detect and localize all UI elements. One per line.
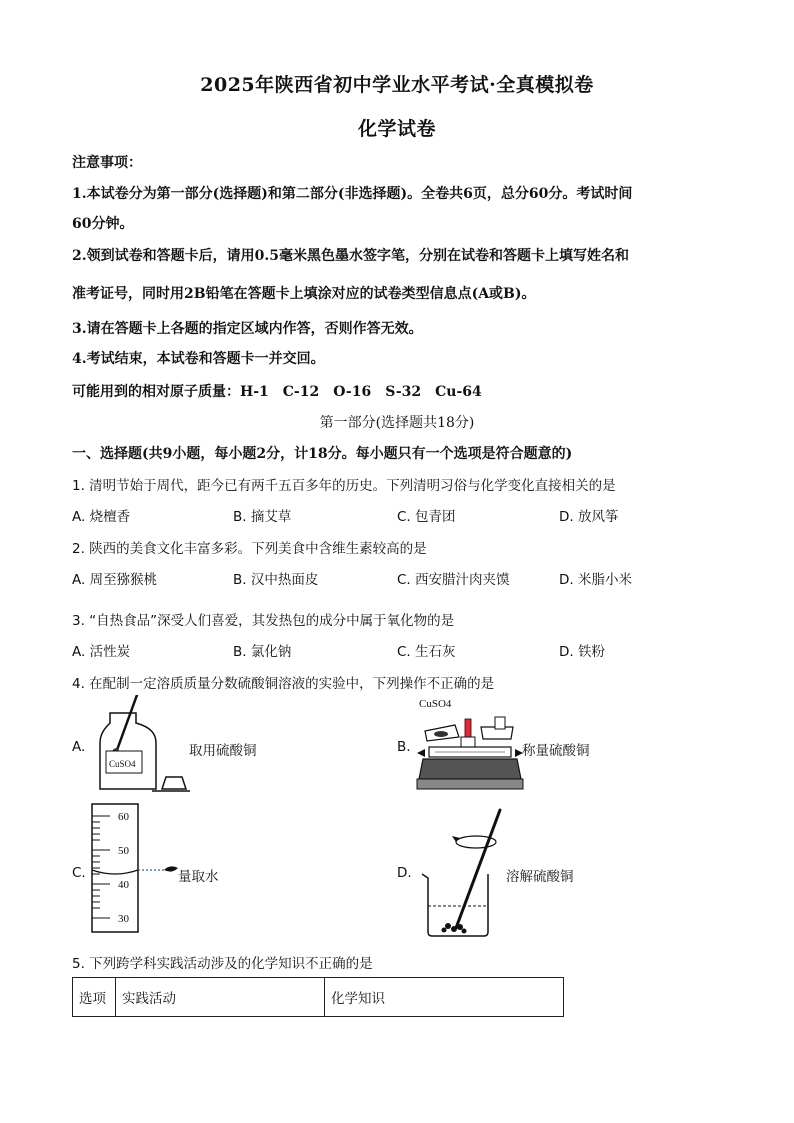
- q5-table: [72, 977, 564, 1017]
- q2-option-d: D. 米脂小米: [559, 572, 632, 588]
- q4-option-d-letter: D.: [397, 865, 412, 881]
- table-row: [73, 978, 564, 1017]
- q1-option-b: B. 摘艾草: [233, 509, 292, 525]
- beaker-stirring-figure: [418, 808, 508, 938]
- part1-heading: 第一部分(选择题共18分): [319, 415, 475, 431]
- exam-subtitle: 化学试卷: [357, 118, 436, 140]
- exam-title: 2025年陕西省初中学业水平考试·全真模拟卷: [200, 74, 594, 96]
- question-1-stem: 1. 清明节始于周代，距今已有两千五百多年的历史。下列清明习俗与化学变化直接相关的是: [72, 478, 616, 494]
- q2-option-c: C. 西安腊汁肉夹馍: [397, 572, 510, 588]
- q3-option-c: C. 生石灰: [397, 644, 456, 660]
- balance-label: CuSO4: [419, 698, 452, 710]
- reagent-bottle-figure: [90, 695, 190, 795]
- q4-option-c-letter: C.: [72, 865, 86, 881]
- question-4-stem: 4. 在配制一定溶质质量分数硫酸铜溶液的实验中，下列操作不正确的是: [72, 676, 495, 692]
- tick-60: 60: [118, 811, 129, 823]
- atomic-mass-line: 可能用到的相对原子质量：H-1 C-12 O-16 S-32 Cu-64: [72, 384, 482, 400]
- notes-heading: 注意事项：: [72, 155, 142, 171]
- header-cell-knowledge: 化学知识: [325, 978, 564, 1017]
- section-heading: 一、选择题(共9小题，每小题2分，计18分。每小题只有一个选项是符合题意的): [72, 446, 573, 462]
- note-1-line-2: 60分钟。: [72, 216, 134, 232]
- question-5-stem: 5. 下列跨学科实践活动涉及的化学知识不正确的是: [72, 956, 373, 972]
- q4-option-d-label: 溶解硫酸铜: [506, 869, 574, 885]
- question-3-stem: 3. “自热食品”深受人们喜爱，其发热包的成分中属于氧化物的是: [72, 613, 455, 629]
- note-3: 3.请在答题卡上各题的指定区域内作答，否则作答无效。: [72, 321, 423, 337]
- note-4: 4.考试结束，本试卷和答题卡一并交回。: [72, 351, 325, 367]
- q4-option-c-label: 量取水: [178, 869, 219, 885]
- tick-30: 30: [118, 913, 129, 925]
- tick-40: 40: [118, 879, 129, 891]
- balance-figure: [415, 693, 525, 795]
- q4-option-a-letter: A.: [72, 739, 86, 755]
- q2-option-b: B. 汉中热面皮: [233, 572, 319, 588]
- tick-50: 50: [118, 845, 129, 857]
- q1-option-c: C. 包青团: [397, 509, 456, 525]
- q1-option-d: D. 放风筝: [559, 509, 619, 525]
- q3-option-a: A. 活性炭: [72, 644, 131, 660]
- header-cell-option: 选项: [73, 978, 116, 1017]
- q3-option-b: B. 氯化钠: [233, 644, 292, 660]
- note-1-line-1: 1.本试卷分为第一部分(选择题)和第二部分(非选择题)。全卷共6页，总分60分。考试时间: [72, 186, 633, 202]
- question-2-stem: 2. 陕西的美食文化丰富多彩。下列美食中含维生素较高的是: [72, 541, 427, 557]
- q2-option-a: A. 周至猕猴桃: [72, 572, 158, 588]
- q1-option-a: A. 烧檀香: [72, 509, 131, 525]
- q4-option-b-letter: B.: [397, 739, 411, 755]
- note-2-line-2: 准考证号，同时用2B铅笔在答题卡上填涂对应的试卷类型信息点(A或B)。: [72, 286, 536, 302]
- graduated-cylinder-figure: [88, 802, 180, 934]
- q4-option-b-label: 称量硫酸铜: [522, 743, 590, 759]
- bottle-label: CuSO4: [109, 759, 136, 769]
- header-cell-activity: 实践活动: [116, 978, 325, 1017]
- note-2-line-1: 2.领到试卷和答题卡后，请用0.5毫米黑色墨水签字笔，分别在试卷和答题卡上填写姓名和: [72, 248, 629, 264]
- q3-option-d: D. 铁粉: [559, 644, 605, 660]
- q4-option-a-label: 取用硫酸铜: [189, 743, 257, 759]
